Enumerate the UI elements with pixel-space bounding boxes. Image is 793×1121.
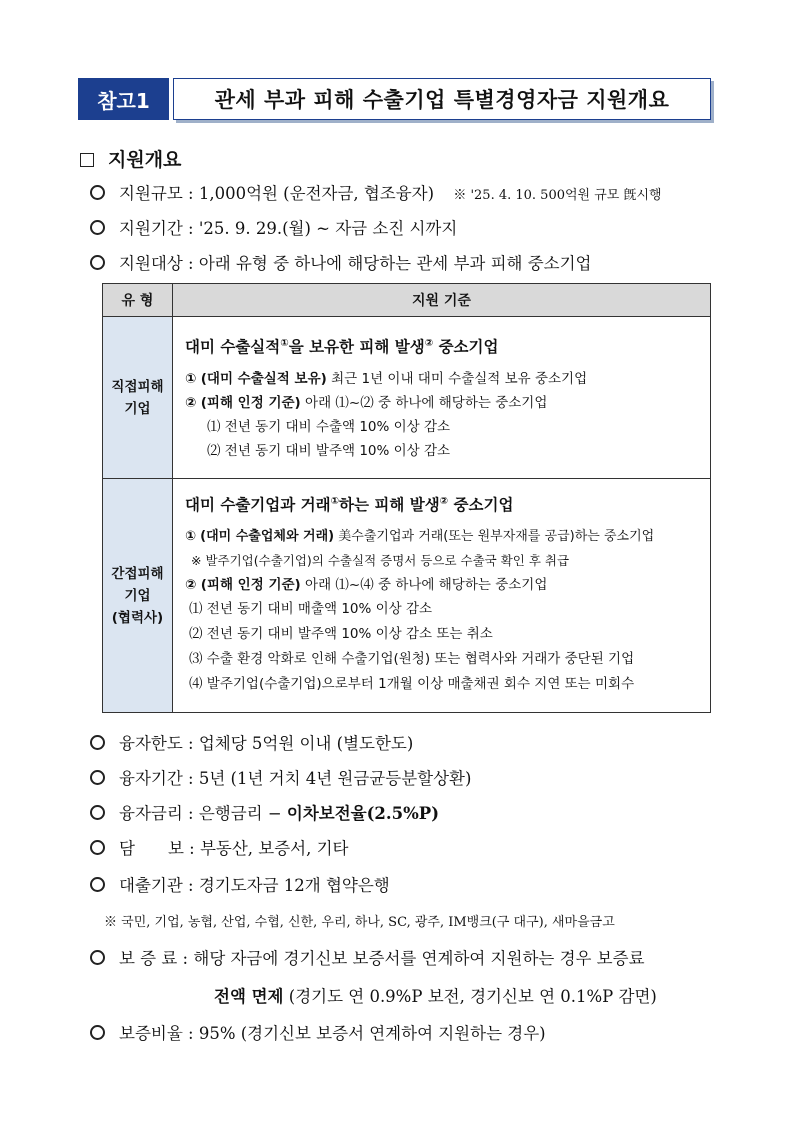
- guarantee-fee-label: 보 증 료: [119, 949, 178, 968]
- criteria-item: [185, 391, 710, 415]
- support-scale-value: 1,000억원 (운전자금, 협조융자): [198, 184, 435, 203]
- loan-period-value: 5년 (1년 거치 4년 원금균등분할상환): [198, 769, 472, 788]
- heading-text: 을 보유한 피해 발생: [288, 338, 425, 356]
- type-cell-direct: [103, 317, 173, 479]
- section-heading: [80, 145, 181, 172]
- circle-bullet-icon: [90, 185, 105, 200]
- support-target-label: 지원대상: [119, 254, 183, 273]
- item-text: 최근 1년 이내 대미 수출실적 보유 중소기업: [331, 371, 588, 387]
- criteria-subitem: ⑴ 전년 동기 대비 매출액 10% 이상 감소: [189, 601, 433, 617]
- item-marker: ①: [185, 529, 197, 544]
- collateral-value: 부동산, 보증서, 기타: [199, 839, 349, 858]
- criteria-heading: [185, 335, 710, 357]
- collateral-line: 담 보 : 부동산, 보증서, 기타: [90, 835, 348, 859]
- criteria-cell-indirect: [173, 479, 711, 713]
- criteria-subitem: ⑷ 발주기업(수출기업)으로부터 1개월 이상 매출채권 회수 지연 또는 미회수: [189, 676, 635, 692]
- loan-limit-value: 업체당 5억원 이내 (별도한도): [198, 734, 414, 753]
- circle-bullet-icon: [90, 877, 105, 892]
- criteria-item: [185, 367, 710, 391]
- type-cell-indirect: [103, 479, 173, 713]
- square-bullet-icon: [80, 153, 94, 167]
- footnote-marker: ②: [439, 495, 449, 507]
- heading-text: 하는 피해 발생: [339, 496, 440, 514]
- item-marker: ②: [185, 395, 197, 411]
- circle-bullet-icon: [90, 805, 105, 820]
- table-row-direct: [103, 317, 711, 479]
- support-period-label: 지원기간: [119, 219, 183, 238]
- lending-bank-value: 경기도자금 12개 협약은행: [198, 876, 390, 895]
- type-label: 간접피해: [111, 565, 164, 582]
- guarantee-fee-line: 보 증 료 : 해당 자금에 경기신보 보증서를 연계하여 지원하는 경우 보증료: [90, 945, 645, 969]
- criteria-note: ※ 발주기업(수출기업)의 수출실적 증명서 등으로 수출국 확인 후 취급: [191, 553, 570, 568]
- support-criteria-table: [102, 283, 711, 713]
- guarantee-ratio-line: 보증비율 : 95% (경기신보 보증서 연계하여 지원하는 경우): [90, 1020, 546, 1044]
- item-text: 아래 ⑴~⑵ 중 하나에 해당하는 중소기업: [305, 395, 548, 411]
- type-label: 직접피해: [111, 378, 164, 395]
- item-marker: ②: [185, 577, 197, 593]
- loan-rate-subsidy: 이차보전율(2.5%P): [286, 804, 440, 823]
- item-label: (대미 수출실적 보유): [200, 371, 327, 387]
- document-title: 관세 부과 피해 수출기업 특별경영자금 지원개요: [173, 78, 711, 120]
- type-label: (협력사): [111, 609, 164, 626]
- criteria-subitem: ⑴ 전년 동기 대비 수출액 10% 이상 감소: [207, 419, 451, 435]
- loan-rate-value: 은행금리 −: [198, 804, 287, 823]
- loan-period-line: 융자기간 : 5년 (1년 거치 4년 원금균등분할상환): [90, 765, 471, 789]
- heading-text: 중소기업: [448, 496, 514, 514]
- loan-period-label: 융자기간: [119, 769, 183, 788]
- circle-bullet-icon: [90, 770, 105, 785]
- lending-bank-line: 대출기관 : 경기도자금 12개 협약은행: [90, 872, 390, 896]
- item-text: 아래 ⑴~⑷ 중 하나에 해당하는 중소기업: [305, 577, 548, 593]
- criteria-cell-direct: [173, 317, 711, 479]
- loan-limit-label: 융자한도: [119, 734, 183, 753]
- loan-limit-line: 융자한도 : 업체당 5억원 이내 (별도한도): [90, 730, 413, 754]
- circle-bullet-icon: [90, 840, 105, 855]
- lending-bank-label: 대출기관: [119, 876, 183, 895]
- item-label: (대미 수출업체와 거래): [200, 529, 335, 544]
- heading-text: 중소기업: [433, 338, 499, 356]
- bank-list-note: ※ 국민, 기업, 농협, 산업, 수협, 신한, 우리, 하나, SC, 광주, IM뱅크(구 대구), 새마을금고: [104, 915, 615, 930]
- circle-bullet-icon: [90, 735, 105, 750]
- type-label: 기업: [124, 400, 151, 417]
- support-period-line: 지원기간 : '25. 9. 29.(월) ~ 자금 소진 시까지: [90, 215, 457, 239]
- collateral-label: 담 보: [119, 839, 184, 858]
- heading-text: 대미 수출기업과 거래: [185, 496, 331, 514]
- loan-rate-label: 융자금리: [119, 804, 183, 823]
- item-text: 美수출기업과 거래(또는 원부자재를 공급)하는 중소기업: [338, 529, 655, 544]
- support-target-line: 지원대상 : 아래 유형 중 하나에 해당하는 관세 부과 피해 중소기업: [90, 250, 591, 274]
- footnote-marker: ①: [280, 337, 289, 349]
- item-label: (피해 인정 기준): [200, 395, 301, 411]
- criteria-subitem: ⑵ 전년 동기 대비 발주액 10% 이상 감소: [207, 443, 451, 459]
- criteria-item: [185, 525, 710, 549]
- guarantee-ratio-value: 95% (경기신보 보증서 연계하여 지원하는 경우): [198, 1024, 546, 1043]
- circle-bullet-icon: [90, 220, 105, 235]
- guarantee-ratio-label: 보증비율: [119, 1024, 183, 1043]
- support-scale-note: ※ '25. 4. 10. 500억원 규모 旣시행: [453, 188, 662, 203]
- criteria-heading: [185, 493, 710, 515]
- circle-bullet-icon: [90, 1025, 105, 1040]
- guarantee-fee-detail: (경기도 연 0.9%P 보전, 경기신보 연 0.1%P 감면): [283, 987, 657, 1006]
- support-period-value: '25. 9. 29.(월) ~ 자금 소진 시까지: [198, 219, 458, 238]
- support-scale-line: 지원규모 : 1,000억원 (운전자금, 협조융자) ※ '25. 4. 10. 500억원 규모 旣시행: [90, 180, 662, 204]
- support-scale-label: 지원규모: [119, 184, 183, 203]
- circle-bullet-icon: [90, 950, 105, 965]
- table-header-type: 유 형: [103, 284, 173, 317]
- guarantee-fee-value: 해당 자금에 경기신보 보증서를 연계하여 지원하는 경우 보증료: [193, 949, 645, 968]
- criteria-subitem: ⑶ 수출 환경 악화로 인해 수출기업(원청) 또는 협력사와 거래가 중단된 기업: [189, 651, 635, 667]
- table-header-criteria: 지원 기준: [173, 284, 711, 317]
- table-row-indirect: [103, 479, 711, 713]
- guarantee-fee-exemption: 전액 면제: [214, 987, 284, 1006]
- table-header-row: [103, 284, 711, 317]
- item-marker: ①: [185, 371, 197, 387]
- heading-text: 대미 수출실적: [185, 338, 281, 356]
- support-target-value: 아래 유형 중 하나에 해당하는 관세 부과 피해 중소기업: [198, 254, 592, 273]
- item-label: (피해 인정 기준): [200, 577, 301, 593]
- criteria-item: [185, 573, 710, 597]
- type-label: 기업: [124, 587, 151, 604]
- footnote-marker: ②: [424, 337, 434, 349]
- criteria-subitem: ⑵ 전년 동기 대비 발주액 10% 이상 감소 또는 취소: [189, 626, 493, 642]
- circle-bullet-icon: [90, 255, 105, 270]
- section-title: 지원개요: [108, 149, 182, 171]
- guarantee-fee-line2: [214, 983, 657, 1007]
- loan-rate-line: 융자금리 : 은행금리 − 이차보전율(2.5%P): [90, 800, 439, 824]
- reference-tag: 참고1: [78, 78, 169, 120]
- footnote-marker: ①: [330, 495, 340, 507]
